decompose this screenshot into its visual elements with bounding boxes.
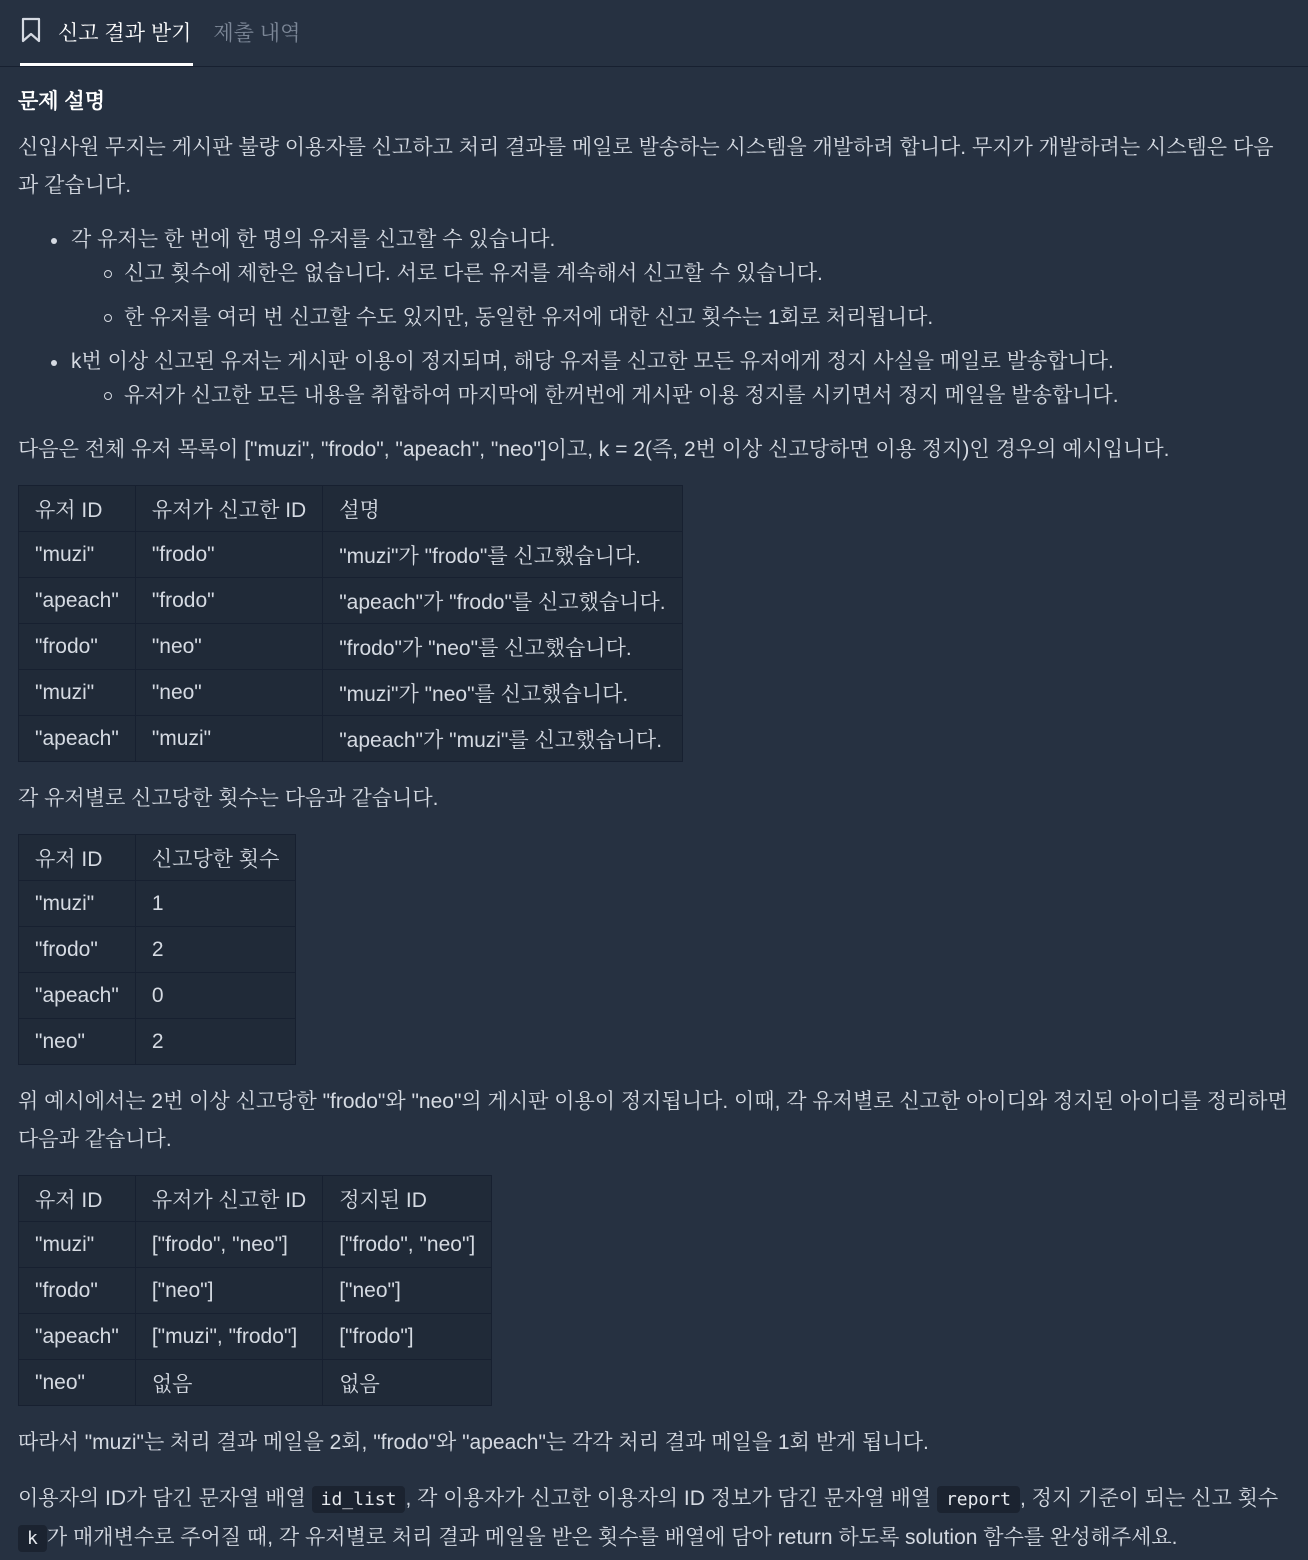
table-cell: "muzi" xyxy=(19,1222,136,1268)
table-row xyxy=(19,1314,492,1360)
table-cell: ["frodo"] xyxy=(323,1314,492,1360)
table-header-row xyxy=(19,486,683,532)
table-header-cell: 신고당한 횟수 xyxy=(135,835,296,881)
bookmark-icon[interactable] xyxy=(20,17,42,43)
table-cell: "apeach" xyxy=(19,716,136,762)
table-cell: ["frodo", "neo"] xyxy=(135,1222,322,1268)
table-row xyxy=(19,716,683,762)
code-k: k xyxy=(18,1525,47,1552)
table-header-cell: 유저 ID xyxy=(19,1176,136,1222)
table-cell: "frodo" xyxy=(19,624,136,670)
table-cell: 0 xyxy=(135,973,296,1019)
table-cell: "frodo"가 "neo"를 신고했습니다. xyxy=(323,624,682,670)
table-cell: ["muzi", "frodo"] xyxy=(135,1314,322,1360)
task-text: 이용자의 ID가 담긴 문자열 배열 xyxy=(18,1487,312,1510)
task-text: , 각 이용자가 신고한 이용자의 ID 정보가 담긴 문자열 배열 xyxy=(405,1487,937,1510)
table-header-cell: 유저가 신고한 ID xyxy=(135,1176,322,1222)
table-cell: "muzi" xyxy=(19,532,136,578)
sub-rule-item: 한 유저를 여러 번 신고할 수도 있지만, 동일한 유저에 대한 신고 횟수는 1회로 처리됩니다. xyxy=(71,301,1290,335)
table-cell: "frodo" xyxy=(19,927,136,973)
tab-submission-history[interactable] xyxy=(213,3,300,66)
table-cell: "frodo" xyxy=(135,578,322,624)
table-cell: 2 xyxy=(135,927,296,973)
table-cell: "muzi" xyxy=(19,670,136,716)
table-cell: "neo" xyxy=(19,1019,136,1065)
table-cell: "apeach"가 "muzi"를 신고했습니다. xyxy=(323,716,682,762)
code-report: report xyxy=(937,1486,1020,1513)
suspend-intro: 위 예시에서는 2번 이상 신고당한 "frodo"와 "neo"의 게시판 이용이 정지됩니다. 이때, 각 유저별로 신고한 아이디와 정지된 아이디를 정리하면 다음과 같습니다. xyxy=(18,1090,1288,1151)
problem-description xyxy=(0,85,1308,1558)
tab-report-result-label: 신고 결과 받기 xyxy=(58,22,192,45)
table-row xyxy=(19,881,296,927)
table-row xyxy=(19,578,683,624)
table-cell: "frodo" xyxy=(135,532,322,578)
table-cell: "muzi" xyxy=(19,881,136,927)
section-title: 문제 설명 xyxy=(18,90,105,113)
rule-item xyxy=(18,345,1290,413)
table-cell: 2 xyxy=(135,1019,296,1065)
task-paragraph xyxy=(18,1480,1290,1558)
sub-rule-item: 신고 횟수에 제한은 없습니다. 서로 다른 유저를 계속해서 신고할 수 있습니다. xyxy=(71,257,1290,291)
rules-list xyxy=(18,223,1290,413)
tab-bar xyxy=(0,0,1308,67)
table-row xyxy=(19,1360,492,1406)
table-header-row xyxy=(19,1176,492,1222)
table-header-cell: 정지된 ID xyxy=(323,1176,492,1222)
code-id-list: id_list xyxy=(312,1486,406,1513)
table-cell: ["neo"] xyxy=(323,1268,492,1314)
table-cell: "muzi" xyxy=(135,716,322,762)
table-header-cell: 유저 ID xyxy=(19,486,136,532)
table-row xyxy=(19,1222,492,1268)
table-cell: "neo" xyxy=(135,670,322,716)
task-text: , 정지 기준이 되는 신고 횟수 xyxy=(1019,1487,1279,1510)
count-intro: 각 유저별로 신고당한 횟수는 다음과 같습니다. xyxy=(18,787,439,810)
table-cell: "apeach" xyxy=(19,973,136,1019)
table-row xyxy=(19,624,683,670)
rule-item xyxy=(18,223,1290,335)
table-header-row xyxy=(19,835,296,881)
table-cell: "muzi"가 "neo"를 신고했습니다. xyxy=(323,670,682,716)
table-row xyxy=(19,973,296,1019)
sub-rule-item: 유저가 신고한 모든 내용을 취합하여 마지막에 한꺼번에 게시판 이용 정지를 시키면서 정지 메일을 발송합니다. xyxy=(71,379,1290,413)
table-cell: 1 xyxy=(135,881,296,927)
table-cell: "apeach" xyxy=(19,1314,136,1360)
table-cell: "apeach"가 "frodo"를 신고했습니다. xyxy=(323,578,682,624)
table-cell: ["neo"] xyxy=(135,1268,322,1314)
tab-submission-history-label: 제출 내역 xyxy=(213,22,301,45)
suspend-table xyxy=(18,1175,492,1406)
table-row xyxy=(19,927,296,973)
table-cell: 없음 xyxy=(323,1360,492,1406)
example-intro: 다음은 전체 유저 목록이 ["muzi", "frodo", "apeach", "neo"]이고, k = 2(즉, 2번 이상 신고당하면 이용 정지)인 경우의 예시입니다. xyxy=(18,438,1170,461)
count-table xyxy=(18,834,296,1065)
table-cell: "muzi"가 "frodo"를 신고했습니다. xyxy=(323,532,682,578)
sub-rules-list xyxy=(71,257,1290,335)
table-row xyxy=(19,670,683,716)
table-cell: "apeach" xyxy=(19,578,136,624)
table-cell: 없음 xyxy=(135,1360,322,1406)
table-row xyxy=(19,532,683,578)
table-row xyxy=(19,1268,492,1314)
result-text: 따라서 "muzi"는 처리 결과 메일을 2회, "frodo"와 "apeach"는 각각 처리 결과 메일을 1회 받게 됩니다. xyxy=(18,1431,929,1454)
table-header-cell: 유저 ID xyxy=(19,835,136,881)
rule-text: 각 유저는 한 번에 한 명의 유저를 신고할 수 있습니다. xyxy=(71,228,556,251)
table-cell: "neo" xyxy=(19,1360,136,1406)
intro-paragraph: 신입사원 무지는 게시판 불량 이용자를 신고하고 처리 결과를 메일로 발송하는 시스템을 개발하려 합니다. 무지가 개발하려는 시스템은 다음과 같습니다. xyxy=(18,136,1274,197)
table-cell: ["frodo", "neo"] xyxy=(323,1222,492,1268)
table-header-cell: 설명 xyxy=(323,486,682,532)
rule-text: k번 이상 신고된 유저는 게시판 이용이 정지되며, 해당 유저를 신고한 모든 유저에게 정지 사실을 메일로 발송합니다. xyxy=(71,350,1114,373)
task-text: 가 매개변수로 주어질 때, 각 유저별로 처리 결과 메일을 받은 횟수를 배열에 담아 return 하도록 solution 함수를 완성해주세요. xyxy=(46,1526,1178,1549)
table-cell: "frodo" xyxy=(19,1268,136,1314)
sub-rules-list xyxy=(71,379,1290,413)
tab-report-result[interactable] xyxy=(20,3,193,66)
report-table xyxy=(18,485,683,762)
table-row xyxy=(19,1019,296,1065)
table-cell: "neo" xyxy=(135,624,322,670)
table-header-cell: 유저가 신고한 ID xyxy=(135,486,322,532)
